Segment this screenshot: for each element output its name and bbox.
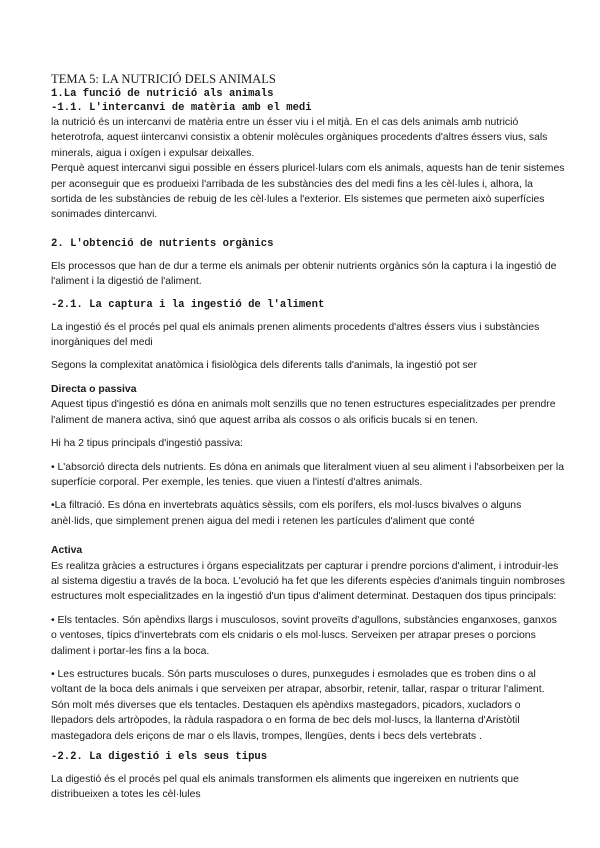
paragraph: Els processos que han de dur a terme els animals per obtenir nutrients orgànics són la captura i la ingestió de l'aliment i la digestió de l'aliment.	[51, 260, 557, 288]
subsection-heading-2-2: -2.2. La digestió i els seus tipus	[51, 751, 268, 763]
paragraph: Hi ha 2 tipus principals d'ingestió passiva:	[51, 438, 244, 450]
paragraph: Aquest tipus d'ingestió es dóna en animals molt senzills que no tenen estructures especialitzades per prendre l'aliment de manera activa, sinó que aquest arriba als cossos o als orificis bucals si en tenen.	[51, 399, 556, 426]
paragraph: Segons la complexitat anatòmica i fisiològica dels diferents talls d'animals, la ingestió pot ser	[51, 360, 477, 372]
paragraph: La ingestió és el procés pel qual els animals prenen aliments procedents d'altres éssers vius i substàncies inorgàniques del medi	[51, 321, 540, 349]
document-page	[51, 72, 565, 803]
paragraph: Es realitza gràcies a estructures i òrgans especialitzats per capturar i prendre porcions d'aliment, i introduir-les al sistema digestiu a través de la boca. L'evolució ha fet que les diferents espècies d'animals tinguin nombroses estructures molt especialitzades en la ingestió d'un tipus d'aliment determinat. Destaquen dos tipus principals:	[51, 560, 565, 603]
subheading-passive: Directa o passiva	[51, 383, 137, 395]
subsection-heading-1-1: -1.1. L'intercanvi de matèria amb el medi	[51, 102, 312, 114]
document-title: TEMA 5: LA NUTRICIÓ DELS ANIMALS	[51, 72, 276, 86]
section-heading-2: 2. L'obtenció de nutrients orgànics	[51, 237, 274, 250]
subsection-heading-2-1: -2.1. La captura i la ingestió de l'aliment	[51, 298, 325, 311]
section-heading-1: 1.La funció de nutrició als animals	[51, 88, 274, 100]
bullet-paragraph: •La filtració. Es dóna en invertebrats aquàtics sèssils, com els porífers, els mol·luscs bivalves o alguns anèl·lids, que simplement prenen aigua del medi i retenen les partícules d'aliment que conté	[51, 500, 522, 527]
bullet-paragraph: • L'absorció directa dels nutrients. Es dóna en animals que literalment viuen al seu aliment i l'absorbeixen per la superfície corporal. Per exemple, les tenies. que viuen a l'intestí d'altres animals.	[51, 461, 564, 488]
subheading-active: Activa	[51, 545, 83, 557]
bullet-paragraph: • Els tentacles. Són apèndixs llargs i musculosos, sovint proveïts d'agullons, substàncies enganxoses, ganxos o ventoses, típics d'invertebrats com els cnidaris o els mol·luscs. Serveixen per atrapar preses o porcions daliment i portar-les fins a la boca.	[51, 614, 557, 657]
paragraph: la nutrició és un intercanvi de matèria entre un ésser viu i el mitjà. En el cas dels animals amb nutrició heterotrofa, aquest iintercanvi consistix a obtenir molècules orgàniques procedents d'altres éssers vius, sals minerals, aigua i oxígen i expulsar deixalles.	[51, 117, 548, 159]
paragraph: Perquè aquest intercanvi sigui possible en éssers pluricel·lulars com els animals, aquests han de tenir sistemes per aconseguir que es produeixi l'arribada de les substàncies des del medi fins a les cèl·lules i, alhora, la sortida de les substàncies de rebuig de les cèl·lules a l'exterior. Els sistemes que permeten això superfícies sonimades dintercanvi.	[51, 163, 565, 221]
paragraph: La digestió és el procés pel qual els animals transformen els aliments que ingereixen en nutrients que distribueixen a totes les cèl·lules	[51, 774, 519, 801]
bullet-paragraph: • Les estructures bucals. Són parts musculoses o dures, punxegudes i esmolades que es troben dins o al voltant de la boca dels animals i que serveixen per atrapar, absorbir, retenir, tallar, raspar o triturar l'aliment. Són molt més diverses que els tentacles. Destaquen els apèndixs mastegadors, picadors, xucladors o llepadors dels artròpodes, la ràdula raspadora o en forma de bec dels mol·luscs, la llanterna d'Aristòtil mastegadora dels eriçons de mar o els llavis, trompes, llengües, dents i becs dels vertebrats .	[51, 668, 545, 742]
